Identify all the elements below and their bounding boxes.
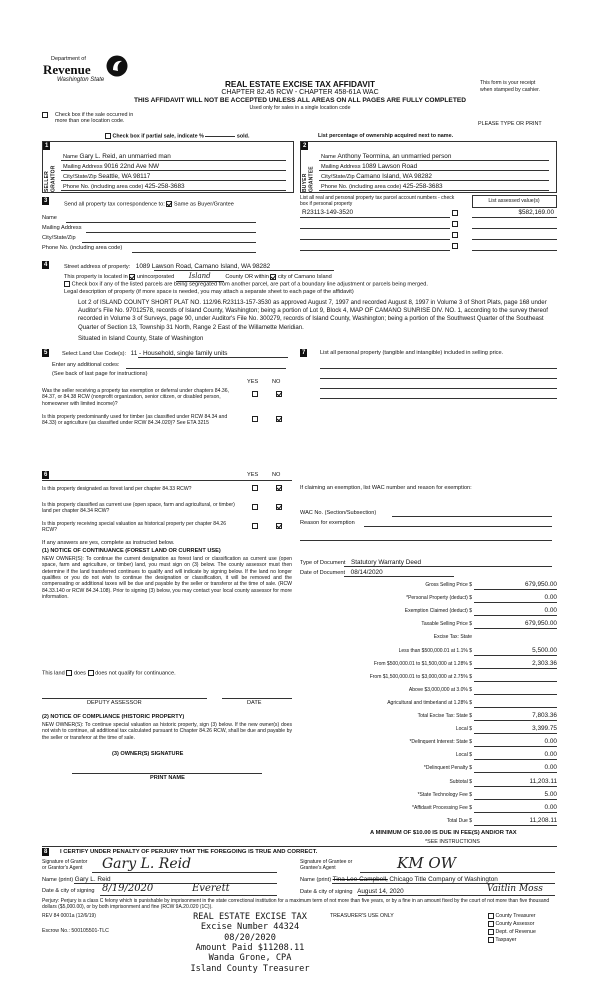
copy-treasurer-label: County Treasurer — [495, 913, 536, 919]
parcel-list-header: List all real and personal property tax parcel account numbers - check box if personal property — [300, 195, 455, 207]
revenue-wordmark: Revenue — [43, 62, 91, 77]
buyer-name-label: Name — [321, 154, 336, 160]
county-handwritten: Island — [176, 272, 224, 282]
grantee-name-label: Name (print) — [300, 877, 332, 883]
calc-label: From $500,000.01 to $1,500,000 at 1.28% $ — [373, 660, 472, 667]
seller-address-value: 9016 22nd Ave NW — [104, 163, 160, 170]
same-as-buyer-label: Same as Buyer/Grantee — [173, 201, 234, 208]
q6-2-no-checkbox[interactable] — [276, 504, 282, 510]
deputy-assessor-label: DEPUTY ASSESSOR — [87, 700, 142, 706]
buyer-phone-value: 425-258-3683 — [402, 183, 443, 190]
print-name-label: PRINT NAME — [150, 775, 185, 781]
stamp-line-5: Wanda Grone, CPA — [208, 953, 292, 964]
multi-location-label2: more than one location code. — [55, 118, 125, 124]
certify-statement: I CERTIFY UNDER PENALTY OF PERJURY THAT THE FOREGOING IS TRUE AND CORRECT. — [60, 849, 318, 855]
calc-value: 5,500.00 — [474, 647, 557, 656]
seller-city-label: City/State/Zip — [63, 174, 97, 180]
land-use-label: Select Land Use Code(s): — [62, 351, 127, 357]
calc-label: Local $ — [455, 752, 472, 759]
notice-continuance-title: (1) NOTICE OF CONTINUANCE (FOREST LAND OR CURRENT USE) — [42, 548, 221, 554]
personal-prop-checkbox-4[interactable] — [452, 243, 458, 249]
copy-treasurer-checkbox[interactable] — [488, 913, 494, 919]
recording-stamp — [165, 912, 335, 974]
unincorporated-checkbox[interactable] — [129, 274, 135, 280]
calc-label: *Delinquent Penalty $ — [423, 765, 472, 772]
assessed-value-header: List assessed value(s) — [488, 198, 540, 204]
calc-value: 0.00 — [474, 738, 557, 747]
partial-sale-sold: sold. — [236, 133, 250, 140]
calc-value: 7,803.36 — [474, 712, 557, 721]
calc-value: 11,203.11 — [474, 778, 557, 787]
treasurer-use-label: TREASURER'S USE ONLY — [330, 913, 394, 919]
situated-text: Situated in Island County, State of Washington — [78, 335, 204, 342]
calc-value: 679,950.00 — [474, 581, 557, 590]
copy-taxpayer-checkbox[interactable] — [488, 937, 494, 943]
form-title: REAL ESTATE EXCISE TAX AFFIDAVIT — [225, 80, 375, 89]
yes-header-6: YES — [247, 472, 259, 478]
street-address-value: 1089 Lawson Road, Camano Island, WA 98282 — [135, 263, 271, 270]
grantee-date-label: Date & city of signing — [300, 889, 353, 895]
type-or-print: PLEASE TYPE OR PRINT — [478, 121, 542, 127]
partial-sale-checkbox[interactable] — [105, 133, 111, 139]
personal-property-label: List all personal property (tangible and intangible) included in selling price. — [320, 350, 504, 356]
q6-1-no-checkbox[interactable] — [276, 485, 282, 491]
copy-assessor-label: County Assessor — [495, 921, 535, 928]
section-3-number: 3 — [44, 198, 48, 204]
calc-label: Taxable Selling Price $ — [421, 621, 472, 628]
land-use-value: 11 - Household, single family units — [130, 350, 228, 357]
tax-calculation — [300, 581, 557, 841]
stamp-line-6: Island County Treasurer — [190, 963, 310, 974]
stamp-line-3: 08/20/2020 — [224, 932, 276, 943]
city-of-label: city of Camano Island — [277, 274, 332, 280]
q5-2-yes-checkbox[interactable] — [252, 416, 258, 422]
see-back-label: (See back of last page for instructions) — [52, 371, 148, 377]
seller-side-label: SELLER GRANTOR — [44, 165, 57, 192]
multi-location-checkbox[interactable] — [42, 112, 48, 118]
partial-sale-row — [105, 133, 249, 140]
receipt-note-line1: This form is your receipt — [480, 80, 536, 86]
grantor-date-value: 8/19/2020 — [102, 883, 154, 894]
buyer-phone-label: Phone No. (including area code) — [321, 184, 402, 190]
buyer-city-label: City/State/Zip — [321, 174, 355, 180]
calc-value: 3,399.75 — [474, 725, 557, 734]
parcel-number: R23113-149-3520 — [302, 209, 354, 216]
grantor-signature: Gary L. Reid — [102, 856, 192, 872]
certification-section — [42, 846, 557, 918]
exemption-question: Was the seller receiving a property tax exemption or deferral under chapters 84.36, 84.37, or 84.38 RCW (nonprofit organization, senior citizen, or disabled person, homeowner with limited income)? — [42, 388, 229, 407]
partial-sale-label: Check box if partial sale, indicate % — [112, 133, 204, 140]
located-in-label: This property is located in — [64, 274, 128, 280]
buyer-address-label: Mailing Address — [321, 164, 361, 170]
send-correspondence-label: Send all property tax correspondence to: — [64, 201, 165, 208]
legal-description-label: Legal description of property (if more space is needed, you may attach a separate sheet to each page of the affidavit) — [64, 289, 354, 295]
calc-label: *Affidavit Processing Fee $ — [412, 804, 472, 811]
form-revision: REV 84 0001a (12/6/19) — [42, 913, 96, 919]
county-or-label: County OR within — [225, 274, 269, 280]
doc-date-value: 08/14/2020 — [350, 569, 383, 576]
street-address-label: Street address of property: — [64, 264, 131, 270]
section-2-number: 2 — [303, 143, 307, 149]
calc-value — [474, 699, 557, 708]
calc-label: *State Technology Fee $ — [417, 791, 472, 798]
notice-continuance-text: NEW OWNER(S): To continue the current designation as forest land or classification as current use (open space, farm and agriculture, or timber) land, you must sign on (3) below. The county assessor must then determine if the land transferred continues to qualify and will indicate by signing below. If the land no longer qualifies or you do not wish to continue the designation or classification, it will be removed and the compensating or additional taxes will be due and payable by the seller or transferor at the time of sale. (RCW 84.33.140 or RCW 84.34.108). Prior to signing (3) below, you may contact your local county assessor for more information. — [42, 556, 292, 600]
personal-property-section — [300, 348, 557, 468]
dept-of-text: Department of — [51, 56, 86, 62]
calc-value: 0.00 — [474, 764, 557, 773]
grantor-sig-label: Signature of Grantor or Grantor's Agent — [42, 859, 88, 871]
personal-prop-checkbox-3[interactable] — [452, 232, 458, 238]
grantee-date-value: August 14, 2020 — [357, 888, 404, 895]
escrow-label: Escrow No.: — [42, 928, 70, 934]
q5-1-no-checkbox[interactable] — [276, 391, 282, 397]
personal-prop-checkbox-1[interactable] — [452, 210, 458, 216]
yes-header-5: YES — [247, 379, 259, 385]
form-chapter: CHAPTER 82.45 RCW - CHAPTER 458-61A WAC — [221, 89, 379, 96]
does-not-qualify-checkbox[interactable] — [88, 670, 94, 676]
stamp-line-1: REAL ESTATE EXCISE TAX — [193, 912, 307, 922]
minimum-due-note: A MINIMUM OF $10.00 IS DUE IN FEE(S) AND/OR TAX — [370, 830, 517, 836]
forest-land-section — [42, 469, 294, 859]
exemption-section — [300, 485, 557, 575]
forest-land-question: Is this property designated as forest land per chapter 84.33 RCW? — [42, 486, 192, 492]
assessed-value: $582,169.00 — [518, 209, 554, 216]
grantee-name-struck: Tina Lee Campbell, — [332, 876, 388, 883]
buyer-city-value: Camano Island, WA 98282 — [356, 173, 432, 180]
unincorporated-label: unincorporated — [136, 274, 175, 280]
land-use-section — [42, 348, 292, 472]
no-header-6: NO — [272, 472, 281, 478]
calc-value: 0.00 — [474, 607, 557, 616]
calc-label: Local $ — [455, 726, 472, 733]
q5-1-yes-checkbox[interactable] — [252, 391, 258, 397]
calc-value: 0.00 — [474, 594, 557, 603]
current-use-question: Is this property classified as current use (open space, farm and agricultural, or timber) land per chapter 84.34 RCW? — [42, 502, 235, 515]
historic-question: Is this property receiving special valuation as historical property per chapter 84.26 RCW? — [42, 521, 227, 534]
land-qualify-label: This land — [42, 670, 65, 677]
calc-label: Excise Tax: State — [433, 634, 472, 641]
personal-prop-checkbox-2[interactable] — [452, 221, 458, 227]
q5-2-no-checkbox[interactable] — [276, 416, 282, 422]
section-8-number: 8 — [44, 849, 48, 855]
does-label: does — [73, 670, 86, 677]
calc-label: Above $3,000,000 at 3.0% $ — [408, 686, 472, 693]
grantee-sig-label: Signature of Grantee or Grantee's Agent — [300, 859, 353, 871]
notice-compliance-text: NEW OWNER(S): To continue special valuation as historic property, sign (3) below. If the new owner(s) does not wish to continue, all additional tax calculated pursuant to Chapter 84.26 RCW, shall be due and payable by the seller or transferor at the time of sale. — [42, 722, 292, 741]
grantor-date-label: Date & city of signing — [42, 888, 95, 894]
does-not-label: does not qualify for continuance. — [95, 670, 176, 677]
seller-name-value: Gary L. Reid, an unmarried man — [79, 153, 171, 160]
calc-value — [474, 673, 557, 682]
seller-address-label: Mailing Address — [63, 164, 103, 170]
notice-compliance-title: (2) NOTICE OF COMPLIANCE (HISTORIC PROPERTY) — [42, 714, 185, 720]
correspondence-section — [42, 195, 557, 257]
receipt-note — [480, 80, 540, 94]
calc-label: *Personal Property (deduct) $ — [406, 595, 472, 602]
assessor-date-label: DATE — [247, 700, 262, 706]
calc-label: Total Due $ — [446, 817, 472, 824]
grantee-city-value: Vaitlin Moss — [487, 884, 543, 894]
seller-phone-label: Phone No. (including area code) — [63, 184, 144, 190]
seller-name-label: Name — [63, 154, 78, 160]
wac-number-label: WAC No. (Section/Subsection) — [300, 510, 377, 516]
section-7-number: 7 — [302, 350, 306, 356]
no-header-5: NO — [272, 379, 281, 385]
calc-label: Agricultural and timberland at 1.28% $ — [387, 699, 472, 706]
grantor-city-value: Everett — [192, 883, 230, 894]
calc-value: 11,208.11 — [474, 817, 557, 826]
dor-logo-icon — [105, 54, 129, 78]
does-qualify-checkbox[interactable] — [66, 670, 72, 676]
see-instructions-note: *SEE INSTRUCTIONS — [425, 839, 480, 845]
property-section — [42, 259, 557, 345]
timber-question: Is this property predominantly used for timber (as classified under RCW 84.34 and 84.33) or agriculture (as classified under RCW 84.34.020)? See ETA 3215 — [42, 414, 228, 427]
washington-state-text: Washington State — [57, 77, 105, 83]
grantee-name-value: Chicago Title Company of Washington — [389, 876, 498, 883]
owner-signature-label: (3) OWNER(S) SIGNATURE — [112, 751, 184, 757]
calc-value: 0.00 — [474, 751, 557, 760]
grantor-name-value: Gary L. Reid — [74, 876, 111, 883]
segregated-label: Check box if any of the listed parcels are being segregated from another parcel, are part of a boundary line adjustment or parcels being merged. — [71, 281, 428, 288]
section-4-number: 4 — [44, 262, 48, 268]
stamp-line-4: Amount Paid $11208.11 — [195, 942, 305, 953]
additional-codes-label: Enter any additional codes: — [52, 362, 120, 368]
seller-section — [42, 141, 294, 193]
copy-assessor-checkbox[interactable] — [488, 921, 494, 927]
single-use-note: Used only for sales in a single location code — [249, 105, 351, 111]
grantee-signature: KM OW — [397, 854, 457, 872]
buyer-name-value: Anthony Teormina, an unmarried person — [337, 153, 452, 160]
receipt-note-line2: when stamped by cashier. — [480, 86, 540, 93]
q6-3-yes-checkbox[interactable] — [252, 523, 258, 529]
ownership-pct-note: List percentage of ownership acquired next to name. — [318, 133, 454, 139]
section-1-number: 1 — [45, 143, 49, 149]
seller-phone-value: 425-258-3683 — [144, 183, 185, 190]
dor-logo — [43, 56, 133, 92]
doc-date-label: Date of Document — [300, 570, 346, 576]
calc-label: Total Excise Tax: State $ — [417, 713, 472, 719]
segregated-checkbox[interactable] — [64, 281, 70, 287]
calc-label: Exemption Claimed (deduct) $ — [404, 608, 472, 615]
escrow-number: 500105501-TLC — [71, 928, 109, 934]
section-5-number: 5 — [44, 350, 48, 356]
exemption-reason-label: Reason for exemption — [300, 520, 355, 526]
corr-phone-label: Phone No. (including area code) — [42, 245, 123, 251]
q6-1-yes-checkbox[interactable] — [252, 485, 258, 491]
q6-2-yes-checkbox[interactable] — [252, 504, 258, 510]
city-of-checkbox[interactable] — [270, 274, 276, 280]
corr-city-label: City/State/Zip — [42, 235, 76, 241]
buyer-section — [300, 141, 557, 193]
multi-location-row — [42, 112, 134, 124]
if-yes-note: If any answers are yes, complete as instructed below. — [42, 540, 175, 546]
calc-label: Less than $500,000.01 at 1.1% $ — [398, 647, 472, 654]
grantor-name-label: Name (print) — [42, 877, 74, 883]
legal-description-text: Lot 2 of ISLAND COUNTY SHORT PLAT NO. 112/96.R23113-157-3530 as approved August 7, 1997 and recorded August 8, 1997 in Volume 3 of Short Plats, page 168 under Auditor's File No. 97012578, records of Island County, Washington; being a portion of Lot 9, Block 4, MAP OF CAMANO SUNRISE DIV. NO. 1, according to the survey thereof recorded in Volume 3 of Surveys, page 90, under Auditor's File No. 300279, records of Island County, Washington; being a portion of the Southwest Quarter of the Southeast Quarter of Section 13, Township 31 North, Range 2 East of the Willamette Meridian. — [78, 299, 548, 331]
calc-label: Gross Selling Price $ — [425, 582, 472, 588]
buyer-side-label: BUYER GRANTEE — [302, 166, 315, 192]
corr-name-row — [42, 215, 257, 222]
q6-3-no-checkbox[interactable] — [276, 523, 282, 529]
calc-label: *Delinquent Interest: State $ — [409, 739, 472, 746]
stamp-line-2: Excise Number 44324 — [200, 922, 300, 933]
seller-city-value: Seattle, WA 98117 — [98, 173, 151, 180]
calc-label: Subtotal $ — [449, 778, 472, 785]
exemption-label: If claiming an exemption, list WAC number and reason for exemption: — [300, 485, 472, 491]
calc-value: 0.00 — [474, 804, 557, 813]
calc-value: 2,303.36 — [474, 660, 557, 669]
multi-location-label: Check box if the sale occurred in — [55, 112, 134, 118]
section-6-number: 6 — [44, 472, 48, 478]
perjury-notice: Perjury: Perjury is a class C felony which is punishable by imprisonment in the state correctional institution for a maximum term of not more than five years, or by a fine in an amount fixed by the court of not more than five thousand dollars ($5,000.00), or by both imprisonment and fine (RCW 9A.20.020 (1C)). — [42, 898, 550, 911]
copy-taxpayer-label: Taxpayer — [495, 937, 517, 944]
copy-dor-checkbox[interactable] — [488, 929, 494, 935]
escrow-row — [42, 928, 109, 935]
buyer-address-value: 1089 Lawson Road — [362, 163, 418, 170]
doc-type-label: Type of Document — [300, 560, 346, 566]
calc-value — [474, 686, 557, 695]
calc-label: From $1,500,000.01 to $3,000,000 at 2.75% $ — [369, 673, 472, 680]
same-as-buyer-checkbox[interactable] — [166, 201, 172, 207]
corr-name-label: Name — [42, 215, 57, 221]
form-warning: THIS AFFIDAVIT WILL NOT BE ACCEPTED UNLESS ALL AREAS ON ALL PAGES ARE FULLY COMPLETED — [133, 97, 467, 104]
corr-address-label: Mailing Address — [42, 225, 82, 231]
copy-dor-label: Dept. of Revenue — [495, 929, 536, 936]
calc-value: 679,950.00 — [474, 620, 557, 629]
copy-distribution — [488, 912, 536, 944]
doc-type-value: Statutory Warranty Deed — [350, 559, 422, 566]
calc-value: 5.00 — [474, 791, 557, 800]
